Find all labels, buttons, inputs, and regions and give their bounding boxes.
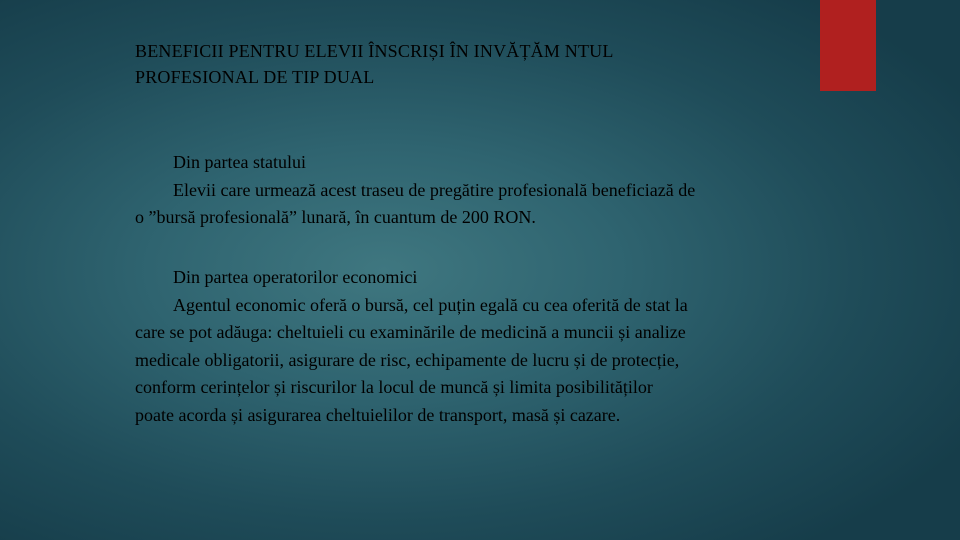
section-operators-line-5: poate acorda și asigurarea cheltuielilor de transport, masă și cazare. [135, 404, 621, 425]
section-state-heading: Din partea statului [173, 152, 306, 172]
section-operators-line-2: care se pot adăuga: cheltuieli cu examinările de medicină a muncii și analize [135, 322, 686, 342]
section-operators-line-3: medicale obligatorii, asigurare de risc, echipamente de lucru și de protecție, [135, 349, 680, 370]
section-state [0, 149, 695, 232]
section-operators-line-1: Agentul economic oferă o bursă, cel puțin egală cu cea oferită de stat la [173, 294, 688, 315]
slide-title [135, 38, 815, 90]
title-line-2: PROFESIONAL DE TIP DUAL [135, 67, 375, 87]
section-operators [0, 264, 688, 429]
accent-bar [820, 0, 876, 91]
section-operators-line-4: conform cerințelor și riscurilor la locul de muncă și limita posibilităților [135, 377, 653, 397]
section-state-line-1: Elevii care urmează acest traseu de pregătire profesională beneficiază de [173, 179, 696, 200]
section-state-line-2: o ”bursă profesională” lunară, în cuantum de 200 RON. [135, 207, 536, 227]
title-line-1: BENEFICII PENTRU ELEVII ÎNSCRIȘI ÎN INVĂȚĂM NTUL [135, 41, 614, 61]
section-operators-heading: Din partea operatorilor economici [173, 267, 418, 287]
